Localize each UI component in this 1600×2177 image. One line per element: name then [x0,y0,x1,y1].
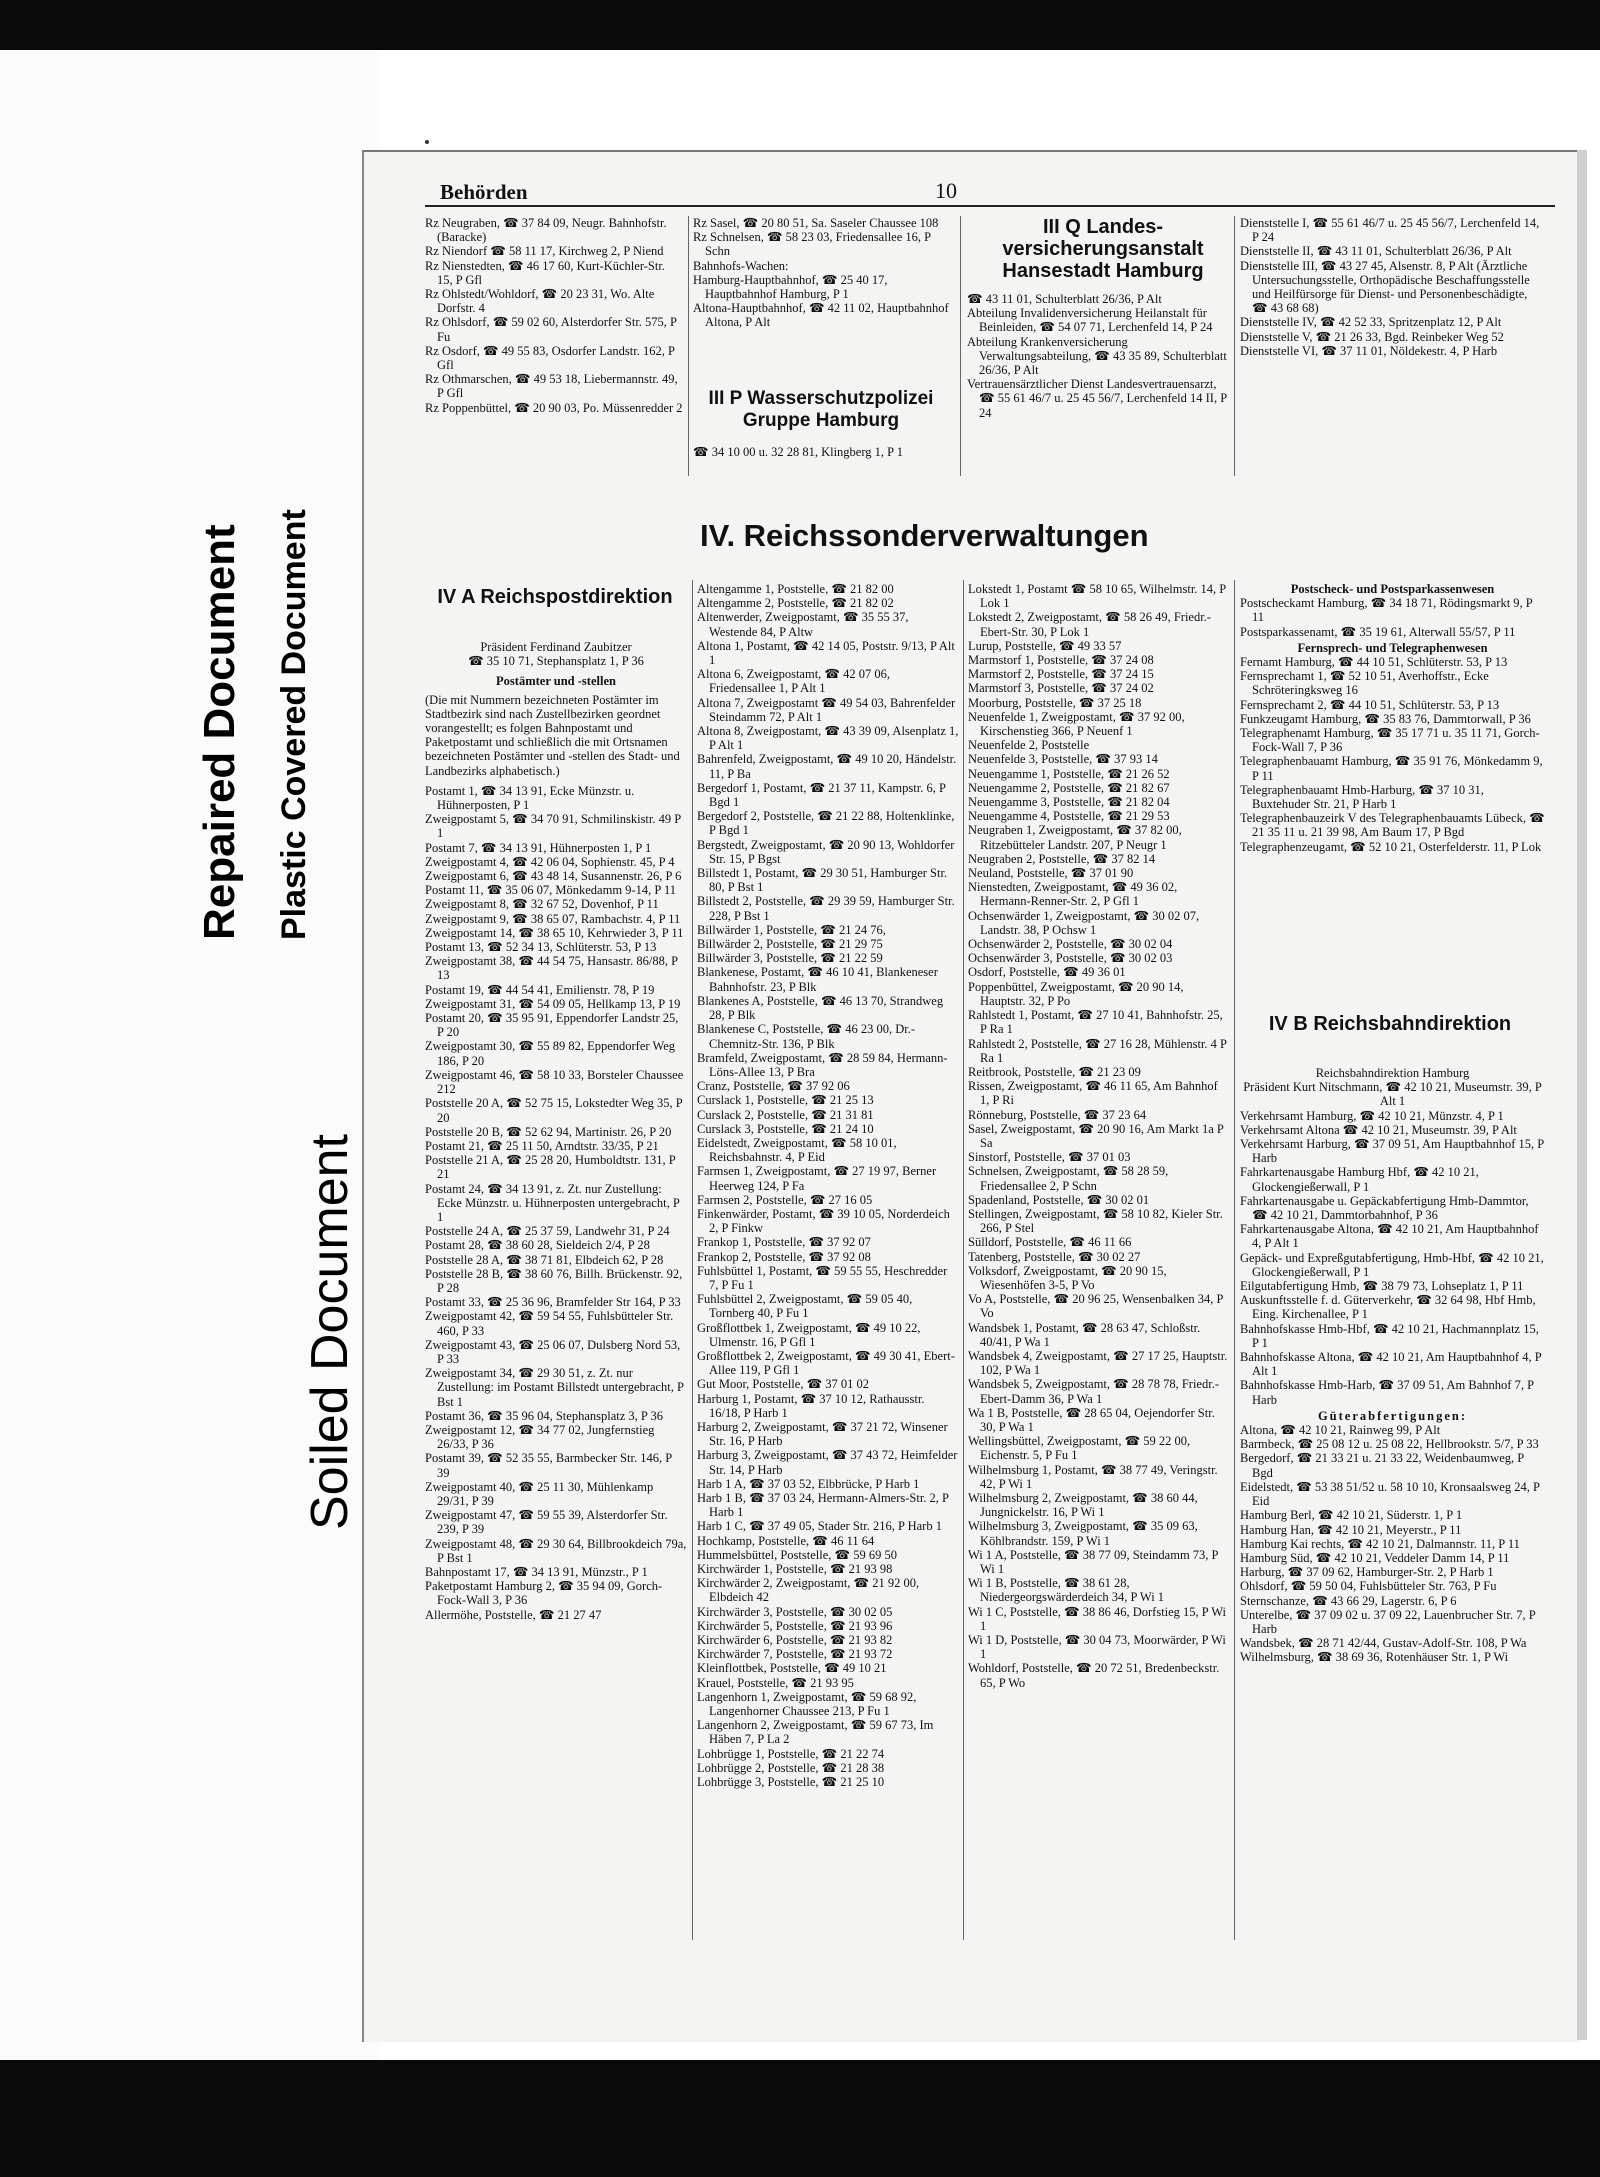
entry: Curslack 2, Poststelle, ☎ 21 31 81 [697,1107,874,1122]
entry: Neuenfelde 2, Poststelle [968,738,1090,753]
entry: Neuengamme 1, Poststelle, ☎ 21 26 52 [968,766,1170,781]
entry: Bergedorf 2, Poststelle, ☎ 21 22 88, Holtenklinke, P Bgd 1 [697,809,955,838]
entry: Dienststelle III, ☎ 43 27 45, Alsenstr. 8, P Alt (Ärztliche Untersuchungsstelle, Orthopädische Beschaffungsstelle und Heilfürsorge für Dienst- und Personenbeschädigte, ☎ 43 68 68) [1240,258,1530,316]
ivb-president: Präsident Kurt Nitschmann, ☎ 42 10 21, Museumstr. 39, P Alt 1 [1243,1080,1542,1109]
entry: Fernsprechamt 1, ☎ 52 10 51, Averhoffstr., Ecke Schröteringksweg 16 [1240,669,1489,698]
entry: Harburg 1, Postamt, ☎ 37 10 12, Rathausstr. 16/18, P Harb 1 [697,1391,925,1420]
post-column-4 [1240,582,1545,1010]
entry: Langenhorn 2, Zweigpostamt, ☎ 59 67 73, Im Häben 7, P La 2 [697,1718,934,1747]
entry: Spadenland, Poststelle, ☎ 30 02 01 [968,1192,1150,1207]
stamp-plastic-covered: Plastic Covered Document [275,509,313,940]
entry: Rz Sasel, ☎ 20 80 51, Sa. Saseler Chaussee 108 [693,216,939,230]
iva-subheading: Postämter und -stellen [496,674,616,689]
entry: Marmstorf 1, Poststelle, ☎ 37 24 08 [968,653,1154,668]
entry: Marmstorf 2, Poststelle, ☎ 37 24 15 [968,667,1154,682]
entry: Kirchwärder 5, Poststelle, ☎ 21 93 96 [697,1618,893,1633]
entry: Zweigpostamt 9, ☎ 38 65 07, Rambachstr. 4, P 11 [425,911,681,926]
entry: Bahnhofs-Wachen: [693,258,789,273]
entry: Lokstedt 2, Zweigpostamt, ☎ 58 26 49, Friedr.-Ebert-Str. 30, P Lok 1 [968,610,1211,639]
entry: Paketpostamt Hamburg 2, ☎ 35 94 09, Gorch-Fock-Wall 3, P 36 [425,1579,663,1608]
entry: Blankenes A, Poststelle, ☎ 46 13 70, Strandweg 28, P Blk [697,993,944,1023]
entry: Bergstedt, Zweigpostamt, ☎ 20 90 13, Wohldorfer Str. 15, P Bgst [697,837,955,866]
entry: Altengamme 1, Poststelle, ☎ 21 82 00 [697,582,894,596]
entry: Fahrkartenausgabe Hamburg Hbf, ☎ 42 10 21, Glockengießerwall, P 1 [1240,1165,1479,1194]
post-column-2 [697,582,959,1942]
entry: Fahrkartenausgabe u. Gepäckabfertigung Hmb-Dammtor, ☎ 42 10 21, Dammtorbahnhof, P 36 [1240,1193,1529,1223]
entry: Kleinflottbek, Poststelle, ☎ 49 10 21 [697,1661,887,1676]
scan-bottom-border [0,2060,1600,2177]
entry: Poststelle 20 B, ☎ 52 62 94, Martinistr. 26, P 20 [425,1124,672,1139]
entry: Postamt 28, ☎ 38 60 28, Sieldeich 2/4, P 28 [425,1238,650,1253]
entry: Langenhorn 1, Zweigpostamt, ☎ 59 68 92, Langenhorner Chaussee 213, P Fu 1 [697,1689,917,1719]
entry: Kirchwärder 7, Poststelle, ☎ 21 93 72 [697,1647,893,1662]
iva-note: (Die mit Nummern bezeichneten Postämter im Stadtbezirk sind nach Zustellbezirken geordnet vorangestellt; es folgen Bahnpostamt und Paketpostamt und schließlich die mit Ortsnamen bezeichneten Postämter und -stellen des Stadt- und Landbezirks alphabetisch.) [425,692,680,778]
entry: Dienststelle II, ☎ 43 11 01, Schulterblatt 26/36, P Alt [1240,244,1512,259]
entry: Altona 7, Zweigpostamt ☎ 49 54 03, Bahrenfelder Steindamm 72, P Alt 1 [697,695,956,724]
entry: Rissen, Zweigpostamt, ☎ 46 11 65, Am Bahnhof 1, P Ri [968,1079,1218,1108]
entry: Rz Nienstedten, ☎ 46 17 60, Kurt-Küchler-Str. 15, P Gfl [425,258,665,287]
entry: Ochsenwärder 3, Poststelle, ☎ 30 02 03 [968,951,1173,966]
entry: Funkzeugamt Hamburg, ☎ 35 83 76, Dammtorwall, P 36 [1240,711,1531,726]
entry: Eidelstedt, Zweigpostamt, ☎ 58 10 01, Reichsbahnstr. 4, P Eid [697,1135,897,1165]
fernsprech-heading: Fernsprech- und Telegraphenwesen [1297,640,1488,655]
entry: Billwärder 1, Poststelle, ☎ 21 24 76, [697,922,886,937]
entry: Hamburg Han, ☎ 42 10 21, Meyerstr., P 11 [1240,1522,1462,1537]
entry: Zweigpostamt 30, ☎ 55 89 82, Eppendorfer Weg 186, P 20 [425,1039,676,1068]
ivb-entries [1240,1109,1545,1407]
entry: Neuland, Poststelle, ☎ 37 01 90 [968,866,1134,881]
entry: Postamt 33, ☎ 25 36 96, Bramfelder Str 164, P 33 [425,1295,681,1310]
entry: Altenwerder, Zweigpostamt, ☎ 35 55 37, Westende 84, P Altw [697,610,909,639]
entry: Curslack 1, Poststelle, ☎ 21 25 13 [697,1093,874,1108]
entry: Blankenese C, Poststelle, ☎ 46 23 00, Dr.-Chemnitz-Str. 136, P Blk [697,1022,915,1051]
entry: Hochkamp, Poststelle, ☎ 46 11 64 [697,1533,875,1548]
entry: Wilhelmsburg 2, Zweigpostamt, ☎ 38 60 44, Jungnickelstr. 16, P Wi 1 [968,1491,1198,1520]
entry: Altona 6, Zweigpostamt, ☎ 42 07 06, Friedensallee 1, P Alt 1 [697,667,890,696]
entry: Lohbrügge 3, Poststelle, ☎ 21 25 10 [697,1775,885,1790]
entry: Ohlsdorf, ☎ 59 50 04, Fuhlsbütteler Str. 763, P Fu [1240,1579,1497,1594]
entry: Hamburg Kai rechts, ☎ 42 10 21, Dalmannstr. 11, P 11 [1240,1536,1520,1551]
column-rule [963,580,964,1940]
column-rule [692,580,693,1940]
ivb-subheading: Reichsbahndirektion Hamburg [1315,1066,1470,1080]
entry: Allermöhe, Poststelle, ☎ 21 27 47 [425,1607,602,1622]
entry: Bahnpostamt 17, ☎ 34 13 91, Münzstr., P 1 [425,1565,648,1579]
entry: Rz Ohlsdorf, ☎ 59 02 60, Alsterdorfer Str. 575, P Fu [425,315,677,344]
entry: Blankenese, Postamt, ☎ 46 10 41, Blankeneser Bahnhofstr. 23, P Blk [697,965,938,994]
page-number: 10 [935,178,957,203]
entry: Moorburg, Poststelle, ☎ 37 25 18 [968,695,1142,710]
entry: Ochsenwärder 2, Poststelle, ☎ 30 02 04 [968,937,1173,952]
entry: Wellingsbüttel, Zweigpostamt, ☎ 59 22 00, Eichenstr. 5, P Fu 1 [968,1434,1191,1463]
entry: Reitbrook, Poststelle, ☎ 21 23 09 [968,1064,1141,1079]
wasserschutzpolizei-text [693,445,955,480]
entry: Neuengamme 4, Poststelle, ☎ 21 29 53 [968,809,1170,824]
entry: Curslack 3, Poststelle, ☎ 21 24 10 [697,1121,874,1136]
entry: Poststelle 28 A, ☎ 38 71 81, Elbdeich 62, P 28 [425,1252,664,1267]
entry: Bergedorf 1, Postamt, ☎ 21 37 11, Kampstr. 6, P Bgd 1 [697,780,946,810]
entry: Postamt 13, ☎ 52 34 13, Schlüterstr. 53, P 13 [425,940,657,955]
entry: Abteilung Invalidenversicherung Heilanstalt für Beinleiden, ☎ 54 07 71, Lerchenfeld 14, P 24 [967,306,1213,335]
ivb-column [1240,1066,1545,1946]
entry: Abteilung Krankenversicherung Verwaltungsabteilung, ☎ 43 35 89, Schulterblatt 26/36, P Alt [967,334,1227,378]
entry: Barmbeck, ☎ 25 08 12 u. 25 08 22, Hellbrookstr. 5/7, P 33 [1240,1437,1539,1452]
entry: Auskunftsstelle f. d. Güterverkehr, ☎ 32 64 98, Hbf Hmb, Eing. Kirchenallee, P 1 [1240,1293,1536,1322]
entry: Altona 1, Postamt, ☎ 42 14 05, Poststr. 9/13, P Alt 1 [697,638,955,668]
entry: Fernsprechamt 2, ☎ 44 10 51, Schlüterstr. 53, P 13 [1240,697,1500,712]
entry: Billstedt 1, Postamt, ☎ 29 30 51, Hamburger Str. 80, P Bst 1 [697,866,948,895]
entry: Telegraphenamt Hamburg, ☎ 35 17 71 u. 35 11 71, Gorch-Fock-Wall 7, P 36 [1240,726,1540,755]
entry: Harb 1 C, ☎ 37 49 05, Stader Str. 216, P Harb 1 [697,1519,942,1534]
entry: Bahnhofskasse Hmb-Harb, ☎ 37 09 51, Am Bahnhof 7, P Harb [1240,1378,1534,1407]
entry: Wandsbek, ☎ 28 71 42/44, Gustav-Adolf-Str. 108, P Wa [1240,1636,1527,1651]
top-column-4 [1240,216,1545,476]
entry: Fernamt Hamburg, ☎ 44 10 51, Schlüterstr. 53, P 13 [1240,655,1508,670]
column-rule [688,216,689,476]
entry: Volksdorf, Zweigpostamt, ☎ 20 90 15, Wiesenhöfen 3-5, P Vo [968,1263,1167,1292]
entry: Altona, ☎ 42 10 21, Rainweg 99, P Alt [1240,1423,1441,1438]
top-column-3 [967,292,1229,477]
entry: Farmsen 2, Poststelle, ☎ 27 16 05 [697,1192,873,1207]
entry: Postamt 1, ☎ 34 13 91, Ecke Münzstr. u. Hühnerposten, P 1 [425,783,635,813]
entry: Sülldorf, Poststelle, ☎ 46 11 66 [968,1235,1132,1250]
entry: Poststelle 20 A, ☎ 52 75 15, Lokstedter Weg 35, P 20 [425,1096,683,1125]
stamp-repaired: Repaired Document [195,524,244,940]
entry: Zweigpostamt 8, ☎ 32 67 52, Dovenhof, P 11 [425,897,659,912]
entry: Postamt 7, ☎ 34 13 91, Hühnerposten 1, P 1 [425,840,652,855]
entry: Wandsbek 5, Zweigpostamt, ☎ 28 78 78, Friedr.-Ebert-Damm 36, P Wa 1 [968,1377,1219,1406]
entry: Dienststelle V, ☎ 21 26 33, Bgd. Reinbeker Weg 52 [1240,329,1504,344]
entry: Postamt 21, ☎ 25 11 50, Arndtstr. 33/35, P 21 [425,1138,659,1153]
entry: Zweigpostamt 46, ☎ 58 10 33, Borsteler Chaussee 212 [425,1067,684,1097]
scan-top-border [0,0,1600,50]
landesversicherung-heading: III Q Landes-versicherungsanstalt Hansestadt Hamburg [1002,216,1204,282]
entry: Vertrauensärztlicher Dienst Landesvertrauensarzt, ☎ 55 61 46/7 u. 25 45 56/7, Lerchenfeld 14 II, P 24 [967,377,1227,420]
entry: Zweigpostamt 31, ☎ 54 09 05, Hellkamp 13, P 19 [425,996,681,1011]
entry: Hamburg Süd, ☎ 42 10 21, Veddeler Damm 14, P 11 [1240,1550,1510,1565]
column-rule [1234,216,1235,476]
entry: ☎ 43 11 01, Schulterblatt 26/36, P Alt [967,292,1162,306]
entry: Rz Ohlstedt/Wohldorf, ☎ 20 23 31, Wo. Alte Dorfstr. 4 [425,287,655,316]
entry: Zweigpostamt 47, ☎ 59 55 39, Alsterdorfer Str. 239, P 39 [425,1508,668,1537]
entry: Billstedt 2, Poststelle, ☎ 29 39 59, Hamburger Str. 228, P Bst 1 [697,894,955,923]
entry: Ochsenwärder 1, Zweigpostamt, ☎ 30 02 07, Landstr. 38, P Ochsw 1 [968,908,1200,937]
entry: Telegraphenbauamt Hamburg, ☎ 35 91 76, Mönkedamm 9, P 11 [1240,754,1543,783]
iva-entries [425,784,687,1622]
entry: Cranz, Poststelle, ☎ 37 92 06 [697,1079,850,1094]
entry: Tatenberg, Poststelle, ☎ 30 02 27 [968,1249,1141,1264]
entry: Telegraphenbauzeirk V des Telegraphenbauamts Lübeck, ☎ 21 35 11 u. 21 39 98, Am Baum 17, P Bgd [1240,811,1545,840]
entry: Wi 1 D, Poststelle, ☎ 30 04 73, Moorwärder, P Wi 1 [968,1633,1226,1662]
entry: Dienststelle IV, ☎ 42 52 33, Spritzenplatz 12, P Alt [1240,315,1502,330]
entry: Zweigpostamt 14, ☎ 38 65 10, Kehrwieder 3, P 11 [425,925,684,940]
wasserschutzpolizei-heading: III P Wasserschutzpolizei Gruppe Hamburg [708,388,934,431]
entry: Poststelle 28 B, ☎ 38 60 76, Billh. Brückenstr. 92, P 28 [425,1266,683,1295]
entry: Neuenfelde 3, Poststelle, ☎ 37 93 14 [968,752,1158,767]
entry: Wi 1 B, Poststelle, ☎ 38 61 28, Niedergeorgswärderdeich 34, P Wi 1 [968,1576,1165,1605]
entry: Postscheckamt Hamburg, ☎ 34 18 71, Rödingsmarkt 9, P 11 [1240,596,1533,625]
gueter-entries [1240,1423,1545,1664]
entry: Sternschanze, ☎ 43 66 29, Lagerstr. 6, P 6 [1240,1593,1457,1608]
iva-address: ☎ 35 10 71, Stephansplatz 1, P 36 [468,654,644,669]
entry: Lurup, Poststelle, ☎ 49 33 57 [968,638,1122,653]
entry: Nienstedten, Zweigpostamt, ☎ 49 36 02, Hermann-Renner-Str. 2, P Gfl 1 [968,880,1178,909]
entry: Hamburg Berl, ☎ 42 10 21, Süderstr. 1, P 1 [1240,1508,1463,1523]
entry: Zweigpostamt 42, ☎ 59 54 55, Fuhlsbütteler Str. 460, P 33 [425,1309,674,1338]
entry: Unterelbe, ☎ 37 09 02 u. 37 09 22, Lauenbrucher Str. 7, P Harb [1240,1607,1536,1636]
entry: Krauel, Poststelle, ☎ 21 93 95 [697,1675,854,1690]
entry: Eidelstedt, ☎ 53 38 51/52 u. 58 10 10, Kronsaalsweg 24, P Eid [1240,1479,1540,1509]
entry: Lokstedt 1, Postamt ☎ 58 10 65, Wilhelmstr. 14, P Lok 1 [968,582,1226,611]
entry: Bahnhofskasse Hmb-Hbf, ☎ 42 10 21, Hachmannplatz 15, P 1 [1240,1321,1539,1350]
entry: Billwärder 2, Poststelle, ☎ 21 29 75 [697,937,883,952]
entry: Rz Osdorf, ☎ 49 55 83, Osdorfer Landstr. 162, P Gfl [425,343,675,373]
entry: Harburg 2, Zweigpostamt, ☎ 37 21 72, Winsener Str. 16, P Harb [697,1419,948,1449]
top-column-2 [693,216,955,386]
entry: Neugraben 1, Zweigpostamt, ☎ 37 82 00, Ritzebütteler Landstr. 207, P Neugr 1 [968,823,1182,852]
entry: Rz Niendorf ☎ 58 11 17, Kirchweg 2, P Niend [425,244,664,259]
entry: Altona-Hauptbahnhof, ☎ 42 11 02, Hauptbahnhof Altona, P Alt [693,301,949,330]
entry: Hummelsbüttel, Poststelle, ☎ 59 69 50 [697,1547,897,1562]
entry: Zweigpostamt 38, ☎ 44 54 75, Hansastr. 86/88, P 13 [425,954,678,983]
entry: Poppenbüttel, Zweigpostamt, ☎ 20 90 14, Hauptstr. 32, P Po [968,979,1184,1008]
entry: Verkehrsamt Altona ☎ 42 10 21, Museumstr. 39, P Alt [1240,1122,1517,1137]
entry: Rönneburg, Poststelle, ☎ 37 23 64 [968,1107,1147,1122]
entry: Kirchwärder 1, Poststelle, ☎ 21 93 98 [697,1562,893,1577]
entry: Wilhelmsburg, ☎ 38 69 36, Rotenhäuser Str. 1, P Wi [1240,1650,1509,1665]
entry: Neugraben 2, Poststelle, ☎ 37 82 14 [968,851,1156,866]
entry: Gut Moor, Poststelle, ☎ 37 01 02 [697,1377,870,1392]
entry: Wandsbek 1, Postamt, ☎ 28 63 47, Schloßstr. 40/41, P Wa 1 [968,1320,1201,1349]
entry: Fuhlsbüttel 1, Postamt, ☎ 59 55 55, Heschredder 7, P Fu 1 [697,1263,948,1292]
entry: Frankop 2, Poststelle, ☎ 37 92 08 [697,1249,871,1264]
entry: Postsparkassenamt, ☎ 35 19 61, Alterwall 55/57, P 11 [1240,624,1516,639]
entry: Billwärder 3, Poststelle, ☎ 21 22 59 [697,951,883,966]
entry: Eilgutabfertigung Hmb, ☎ 38 79 73, Lohseplatz 1, P 11 [1240,1279,1524,1294]
header-rule [425,205,1555,207]
entry: Postamt 24, ☎ 34 13 91, z. Zt. nur Zustellung: Ecke Münzstr. u. Hühnerposten untergebracht, P 1 [425,1181,680,1224]
entry: Zweigpostamt 48, ☎ 29 30 64, Billbrookdeich 79a, P Bst 1 [425,1536,687,1565]
speck [425,140,429,144]
iva-column [425,640,687,1940]
entry: Harb 1 B, ☎ 37 03 24, Hermann-Almers-Str. 2, P Harb 1 [697,1491,949,1520]
entry: Wilhelmsburg 1, Postamt, ☎ 38 77 49, Veringstr. 42, P Wi 1 [968,1462,1218,1491]
entry: Altengamme 2, Poststelle, ☎ 21 82 02 [697,596,894,611]
entry: Wandsbek 4, Zweigpostamt, ☎ 27 17 25, Hauptstr. 102, P Wa 1 [968,1348,1228,1378]
entry: Rz Poppenbüttel, ☎ 20 90 03, Po. Müssenredder 2 [425,400,683,415]
entry: Großflottbek 1, Zweigpostamt, ☎ 49 10 22, Ulmenstr. 16, P Gfl 1 [697,1320,921,1349]
entry: Wohldorf, Poststelle, ☎ 20 72 51, Bredenbeckstr. 65, P Wo [968,1661,1220,1690]
entry: Rz Neugraben, ☎ 37 84 09, Neugr. Bahnhofstr. (Baracke) [425,216,667,245]
entry: Wi 1 C, Poststelle, ☎ 38 86 46, Dorfstieg 15, P Wi 1 [968,1604,1226,1633]
entry: Gepäck- und Expreßgutabfertigung, Hmb-Hbf, ☎ 42 10 21, Glockengießerwall, P 1 [1240,1250,1544,1279]
column-rule [1234,580,1235,1940]
entry: Zweigpostamt 12, ☎ 34 77 02, Jungfernstieg 26/33, P 36 [425,1422,655,1452]
entry: Sinstorf, Poststelle, ☎ 37 01 03 [968,1150,1131,1165]
running-header: Behörden [440,180,528,204]
entry: Bergedorf, ☎ 21 33 21 u. 21 33 22, Weidenbaumweg, P Bgd [1240,1451,1524,1480]
entry: Schnelsen, Zweigpostamt, ☎ 58 28 59, Friedensallee 2, P Schn [968,1164,1169,1193]
entry: Osdorf, Poststelle, ☎ 49 36 01 [968,965,1126,980]
entry: Frankop 1, Poststelle, ☎ 37 92 07 [697,1235,871,1250]
entry: Telegraphenbauamt Hmb-Harburg, ☎ 37 10 31, Buxtehuder Str. 21, P Harb 1 [1240,782,1484,812]
entry: Postamt 20, ☎ 35 95 91, Eppendorfer Landstr 25, P 20 [425,1011,679,1040]
scan-left-margin [0,50,380,2060]
entry: Rz Othmarschen, ☎ 49 53 18, Liebermannstr. 49, P Gfl [425,372,678,401]
entry: Lohbrügge 1, Poststelle, ☎ 21 22 74 [697,1746,885,1761]
entry: Hamburg-Hauptbahnhof, ☎ 25 40 17, Hauptbahnhof Hamburg, P 1 [693,272,888,302]
entry: Zweigpostamt 6, ☎ 43 48 14, Susannenstr. 26, P 6 [425,869,682,884]
entry: Bramfeld, Zweigpostamt, ☎ 28 59 84, Hermann-Löns-Allee 13, P Bra [697,1050,948,1079]
entry: Zweigpostamt 5, ☎ 34 70 91, Schmilinskistr. 49 P 1 [425,812,681,841]
entry: Rahlstedt 2, Poststelle, ☎ 27 16 28, Mühlenstr. 4 P Ra 1 [968,1036,1227,1065]
postscheck-heading: Postscheck- und Postsparkassenwesen [1290,582,1495,596]
column-rule [960,216,961,476]
entry: Großflottbek 2, Zweigpostamt, ☎ 49 30 41, Ebert-Allee 119, P Gfl 1 [697,1348,955,1378]
entry: Poststelle 21 A, ☎ 25 28 20, Humboldtstr. 131, P 21 [425,1153,676,1182]
entry: Rahlstedt 1, Postamt, ☎ 27 10 41, Bahnhofstr. 25, P Ra 1 [968,1008,1223,1037]
entry: Kirchwärder 3, Poststelle, ☎ 30 02 05 [697,1604,893,1619]
entry: Bahnhofskasse Altona, ☎ 42 10 21, Am Hauptbahnhof 4, P Alt 1 [1240,1350,1542,1379]
entry: Harb 1 A, ☎ 37 03 52, Elbbrücke, P Harb 1 [697,1476,920,1491]
entry: Postamt 39, ☎ 52 35 55, Barmbecker Str. 146, P 39 [425,1451,672,1480]
entry: Postamt 11, ☎ 35 06 07, Mönkedamm 9-14, P 11 [425,883,676,898]
entry: Neuengamme 2, Poststelle, ☎ 21 82 67 [968,780,1170,795]
entry: Lohbrügge 2, Poststelle, ☎ 21 28 38 [697,1760,885,1775]
entry: Verkehrsamt Harburg, ☎ 37 09 51, Am Hauptbahnhof 15, P Harb [1240,1137,1544,1166]
entry: Rz Schnelsen, ☎ 58 23 03, Friedensallee 16, P Schn [693,230,931,259]
entry: ☎ 34 10 00 u. 32 28 81, Klingberg 1, P 1 [693,445,904,459]
fernsprech-entries [1240,655,1545,854]
entry: Zweigpostamt 4, ☎ 42 06 04, Sophienstr. 45, P 4 [425,854,675,869]
post-column-3 [968,582,1230,1942]
entry: Finkenwärder, Postamt, ☎ 39 10 05, Norderdeich 2, P Finkw [697,1206,950,1236]
top-column-1 [425,216,683,476]
section-title: IV. Reichssonderverwaltungen [700,518,1149,553]
entry: Postamt 36, ☎ 35 96 04, Stephansplatz 3, P 36 [425,1408,664,1423]
entry: Wa 1 B, Poststelle, ☎ 28 65 04, Oejendorfer Str. 30, P Wa 1 [968,1405,1215,1434]
entry: Verkehrsamt Hamburg, ☎ 42 10 21, Münzstr. 4, P 1 [1240,1108,1504,1123]
entry: Poststelle 24 A, ☎ 25 37 59, Landwehr 31, P 24 [425,1224,670,1239]
entry: Harburg 3, Zweigpostamt, ☎ 37 43 72, Heimfelder Str. 14, P Harb [697,1448,958,1477]
entry: Sasel, Zweigpostamt, ☎ 20 90 16, Am Markt 1a P Sa [968,1121,1224,1150]
gueter-heading: Güterabfertigungen: [1317,1408,1468,1423]
entry: Fuhlsbüttel 2, Zweigpostamt, ☎ 59 05 40, Tornberg 40, P Fu 1 [697,1292,913,1321]
entry: Bahrenfeld, Zweigpostamt, ☎ 49 10 20, Händelstr. 11, P Ba [697,752,957,781]
entry: Wilhelmsburg 3, Zweigpostamt, ☎ 35 09 63, Köhlbrandstr. 159, P Wi 1 [968,1519,1198,1548]
postscheck-entries [1240,596,1545,639]
entry: Vo A, Poststelle, ☎ 20 96 25, Wensenbalken 34, P Vo [968,1292,1223,1321]
entry: Postamt 19, ☎ 44 54 41, Emilienstr. 78, P 19 [425,982,655,997]
page-edge [1577,150,1587,2040]
stamp-soiled: Soiled Document [301,1134,359,1530]
entry: Zweigpostamt 43, ☎ 25 06 07, Dulsberg Nord 53, P 33 [425,1337,681,1366]
entry: Kirchwärder 2, Zweigpostamt, ☎ 21 92 00, Elbdeich 42 [697,1576,920,1605]
entry: Altona 8, Zweigpostamt, ☎ 43 39 09, Alsenplatz 1, P Alt 1 [697,724,959,753]
entry: Stellingen, Zweigpostamt, ☎ 58 10 82, Kieler Str. 266, P Stel [968,1206,1223,1236]
entry: Dienststelle VI, ☎ 37 11 01, Nöldekestr. 4, P Harb [1240,343,1498,358]
entry: Zweigpostamt 40, ☎ 25 11 30, Mühlenkamp 29/31, P 39 [425,1479,654,1508]
iva-president: Präsident Ferdinand Zaubitzer [480,640,632,654]
entry: Wi 1 A, Poststelle, ☎ 38 77 09, Steindamm 73, P Wi 1 [968,1547,1219,1577]
entry: Neuenfelde 1, Zweigpostamt, ☎ 37 92 00, Kirschenstieg 366, P Neuenf 1 [968,709,1185,739]
entry: Marmstorf 3, Poststelle, ☎ 37 24 02 [968,681,1154,696]
entry: Harburg, ☎ 37 09 62, Hamburger-Str. 2, P Harb 1 [1240,1565,1494,1580]
entry: Telegraphenzeugamt, ☎ 52 10 21, Osterfelderstr. 11, P Lok [1240,839,1542,854]
entry: Zweigpostamt 34, ☎ 29 30 51, z. Zt. nur Zustellung: im Postamt Billstedt untergebracht, P Bst 1 [425,1366,684,1409]
iva-heading: IV A Reichspostdirektion [437,586,673,608]
entry: Kirchwärder 6, Poststelle, ☎ 21 93 82 [697,1633,893,1648]
entry: Farmsen 1, Zweigpostamt, ☎ 27 19 97, Berner Heerweg 124, P Fa [697,1164,937,1193]
ivb-heading: IV B Reichsbahndirektion [1268,1013,1512,1035]
entry: Fahrkartenausgabe Altona, ☎ 42 10 21, Am Hauptbahnhof 4, P Alt 1 [1240,1222,1539,1251]
entry: Neuengamme 3, Poststelle, ☎ 21 82 04 [968,795,1170,810]
entry: Dienststelle I, ☎ 55 61 46/7 u. 25 45 56/7, Lerchenfeld 14, P 24 [1240,216,1540,245]
